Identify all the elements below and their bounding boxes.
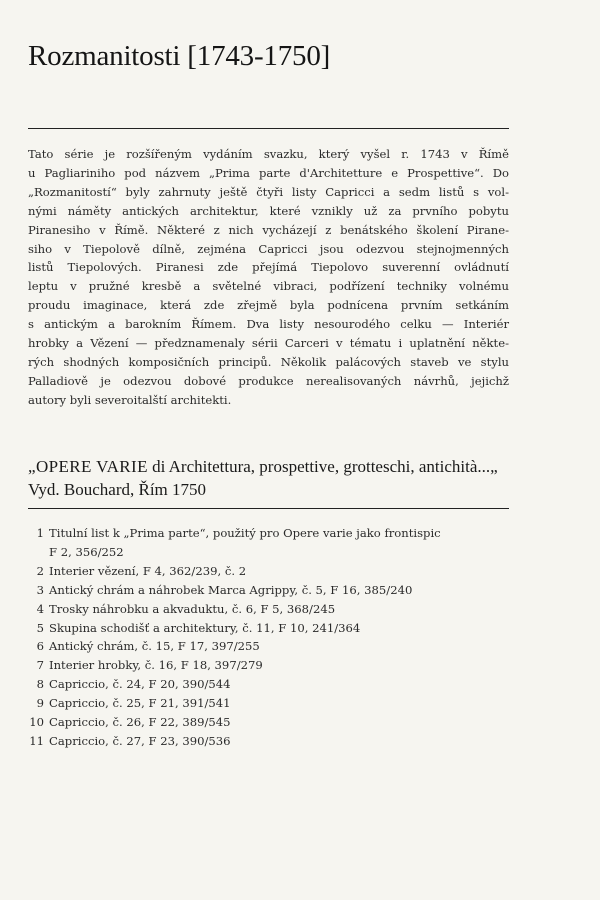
divider-bottom — [28, 508, 509, 509]
intro-line: Palladiově je odezvou dobové produkce nerealisovaných návrhů, jejichž — [28, 373, 509, 388]
plate-number: 10 — [29, 715, 44, 730]
plate-description: Antický chrám a náhrobek Marca Agrippy, č. 5, F 16, 385/240 — [49, 582, 413, 597]
plate-description: Capriccio, č. 25, F 21, 391/541 — [49, 696, 231, 711]
intro-line: Piranesiho v Římě. Některé z nich vycházejí z benátského školení Pirane- — [28, 222, 509, 237]
plate-description: Trosky náhrobku a akvaduktu, č. 6, F 5, 368/245 — [49, 601, 336, 616]
plate-number: 5 — [36, 620, 44, 635]
plate-item — [28, 732, 528, 751]
plate-item — [28, 600, 528, 619]
intro-line: s antickým a barokním Římem. Dva listy nesourodého celku — Interiér — [28, 317, 509, 332]
edition-title-caps: „OPERE VARIE — [28, 457, 148, 476]
intro-line: listů Tiepolových. Piranesi zde přejímá Tiepolovo suverenní ovládnutí — [28, 260, 509, 275]
plate-item — [28, 713, 528, 732]
plate-item — [28, 619, 528, 638]
plate-number: 6 — [36, 639, 44, 654]
edition-title-rest: di Architettura, prospettive, grotteschi, antichità...„ — [147, 457, 498, 476]
plate-description: Titulní list k „Prima parte“, použitý pro Opere varie jako frontispic — [49, 526, 441, 540]
plate-item — [28, 562, 528, 581]
edition-publisher: Vyd. Bouchard, Řím 1750 — [28, 480, 207, 499]
plate-number: 11 — [29, 733, 44, 748]
plate-description: Capriccio, č. 24, F 20, 390/544 — [49, 677, 231, 692]
intro-line: hrobky a Vězení — předznamenaly sérii Carceri v tématu i uplatnění někte- — [28, 336, 509, 351]
intro-line: Tato série je rozšířeným vydáním svazku, který vyšel r. 1743 v Římě — [28, 147, 509, 161]
plate-number: 1 — [36, 526, 44, 540]
plate-number: 9 — [36, 696, 44, 711]
plate-number: 8 — [36, 677, 44, 692]
plate-item — [28, 694, 528, 713]
divider-top — [28, 128, 509, 129]
plate-item — [28, 656, 528, 675]
plate-description: Antický chrám, č. 15, F 17, 397/255 — [49, 639, 260, 654]
intro-paragraph — [28, 145, 509, 410]
edition-title — [28, 455, 528, 478]
plate-description: Capriccio, č. 27, F 23, 390/536 — [49, 733, 231, 748]
plate-item — [28, 524, 528, 562]
intro-line: proudu imaginace, která zde zřejmě byla podnícena prvním setkáním — [28, 298, 509, 313]
plate-item — [28, 637, 528, 656]
intro-line: autory byli severoitalští architekti. — [28, 392, 232, 407]
plate-description: Interier vězení, F 4, 362/239, č. 2 — [49, 563, 247, 578]
intro-line: „Rozmanitostí“ byly zahrnuty ještě čtyři listy Capricci a sedm listů s vol- — [28, 184, 509, 199]
intro-line: u Pagliariniho pod názvem „Prima parte d'Architetture e Prospettive“. Do — [28, 165, 509, 180]
plate-item — [28, 581, 528, 600]
plate-description: Capriccio, č. 26, F 22, 389/545 — [49, 715, 231, 730]
plate-description-cont: F 2, 356/252 — [49, 544, 124, 559]
plate-number: 4 — [36, 601, 44, 616]
intro-line: leptu v pružné kresbě a světelné vibraci, podřízení techniky volnému — [28, 279, 509, 294]
plate-number: 2 — [36, 563, 44, 578]
plate-number: 7 — [36, 658, 44, 673]
plate-number: 3 — [36, 582, 44, 597]
plate-description: Skupina schodišť a architektury, č. 11, F 10, 241/364 — [49, 620, 361, 635]
edition-heading — [28, 455, 528, 501]
intro-line: nými náměty antických architektur, které vznikly už za prvního pobytu — [28, 203, 509, 218]
intro-line: rých shodných komposičních principů. Několik palácových staveb ve stylu — [28, 354, 509, 369]
plate-list — [28, 524, 528, 751]
plate-description: Interier hrobky, č. 16, F 18, 397/279 — [49, 658, 263, 673]
plate-item — [28, 675, 528, 694]
intro-line: siho v Tiepolově dílně, zejména Capricci jsou odezvou stejnojmenných — [28, 241, 509, 256]
page-title: Rozmanitosti [1743-1750] — [28, 40, 331, 72]
